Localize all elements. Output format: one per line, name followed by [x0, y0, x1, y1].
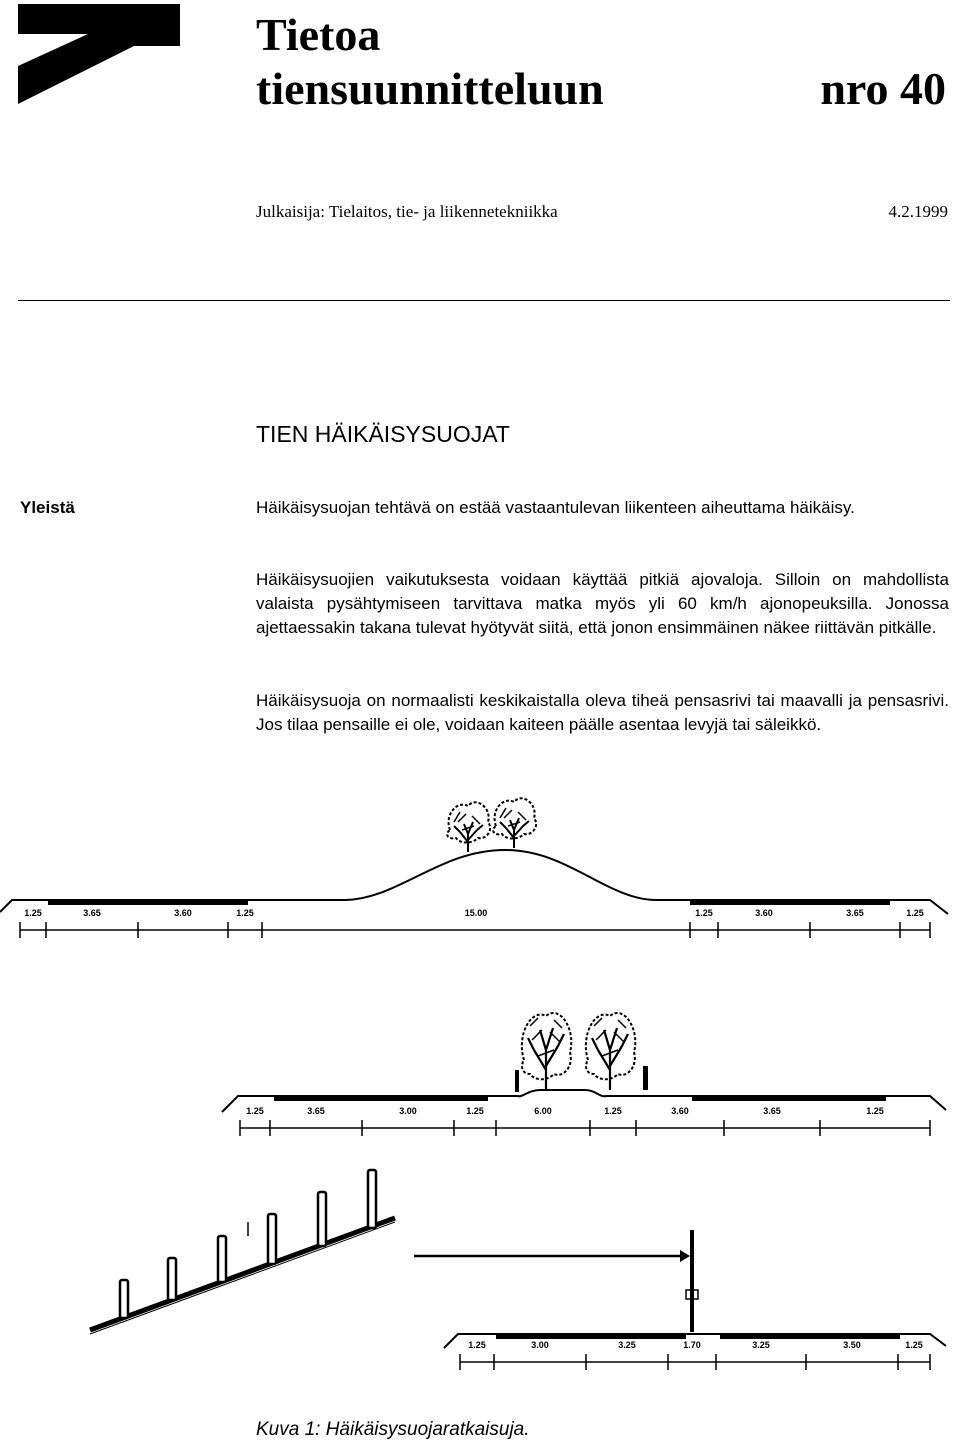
barrier-post — [318, 1192, 326, 1246]
barrier-post — [218, 1236, 226, 1282]
section-hedge-median — [222, 1013, 946, 1136]
cross-section-figures — [0, 790, 960, 1410]
dimension-label: 1.25 — [604, 1106, 622, 1116]
paragraph-3: Häikäisysuoja on normaalisti keskikaistalla oleva tiheä pensasrivi tai maavalli ja pensasrivi. Jos tilaa pensaille ei ole, voidaan kaiteen päälle asentaa levyjä tai säleikkö. — [256, 691, 949, 734]
barrier-post — [268, 1214, 276, 1264]
article-heading: TIEN HÄIKÄISYSUOJAT — [256, 421, 510, 447]
dimension-label: 3.00 — [531, 1340, 549, 1350]
dimension-label: 1.70 — [683, 1340, 701, 1350]
dimension-label: 3.60 — [174, 908, 192, 918]
dimension-label: 1.25 — [468, 1340, 486, 1350]
dimension-label: 3.00 — [399, 1106, 417, 1116]
dimension-label: 1.25 — [236, 908, 254, 918]
dimension-label: 1.25 — [695, 908, 713, 918]
dimension-label: 1.25 — [906, 908, 924, 918]
publication-date: 4.2.1999 — [888, 202, 948, 221]
section-earth-berm — [0, 798, 948, 938]
dimension-label: 6.00 — [534, 1106, 552, 1116]
dimension-label: 3.60 — [755, 908, 773, 918]
dimension-label: 3.25 — [752, 1340, 770, 1350]
publisher-line: Julkaisija: Tielaitos, tie- ja liikennetekniikka — [256, 202, 558, 221]
figure-caption: Kuva 1: Häikäisysuojaratkaisuja. — [256, 1419, 530, 1440]
dimension-label: 3.25 — [618, 1340, 636, 1350]
barrier-post — [368, 1170, 376, 1228]
dimension-label: 3.50 — [843, 1340, 861, 1350]
dimension-label: 3.65 — [846, 908, 864, 918]
dimension-label: 15.00 — [464, 908, 488, 918]
title-line-1: Tietoa — [256, 9, 381, 60]
title-line-2: tiensuunnitteluun — [256, 63, 604, 114]
section-side-label: Yleistä — [20, 498, 75, 517]
issue-number: nro 40 — [820, 63, 946, 114]
dimension-label: 1.25 — [466, 1106, 484, 1116]
header-divider — [18, 300, 950, 301]
publication-title — [256, 8, 604, 116]
dimension-label: 3.60 — [671, 1106, 689, 1116]
section-screen-on-guardrail — [414, 1230, 946, 1370]
dimension-label: 1.25 — [905, 1340, 923, 1350]
section-sloped-barrier — [90, 1170, 395, 1334]
paragraph-2: Häikäisysuojien vaikutuksesta voidaan käyttää pitkiä ajovaloja. Silloin on mahdollista valaista pysähtymiseen tarvittava matka myös yli 60 km/h ajonopeuksilla. Jonossa ajettaessakin takana tulevat hyötyvät siitä, että jonon ensimmäinen näkee riittävän pitkälle. — [256, 570, 949, 637]
dimension-label: 1.25 — [866, 1106, 884, 1116]
dimension-label: 1.25 — [246, 1106, 264, 1116]
paragraph-1: Häikäisysuojan tehtävä on estää vastaantulevan liikenteen aiheuttama häikäisy. — [256, 498, 855, 517]
barrier-post — [168, 1258, 176, 1300]
dimension-label: 3.65 — [763, 1106, 781, 1116]
dimension-label: 3.65 — [83, 908, 101, 918]
barrier-post — [120, 1280, 128, 1318]
dimension-label: 1.25 — [24, 908, 42, 918]
tielaitos-logo — [18, 4, 180, 108]
dimension-label: 3.65 — [307, 1106, 325, 1116]
